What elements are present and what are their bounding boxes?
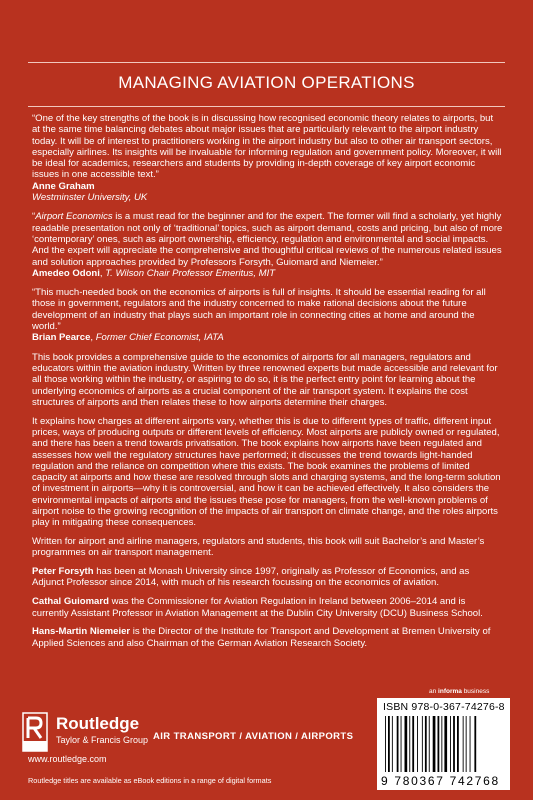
author-bio: [32, 596, 503, 619]
publisher-group: Taylor & Francis Group: [56, 735, 149, 745]
quote-attribution: [32, 181, 503, 204]
publisher-name: Routledge: [56, 714, 140, 733]
author-bio-text: has been at Monash University since 1997, originally as Professor of Economics, and as Adjunct Professor since 2014, with much of his research focussing on the economics of aviation.: [32, 566, 470, 589]
quote-author: Brian Pearce: [32, 332, 91, 344]
quote-text: “One of the key strengths of the book is in discussing how recognised economic theory relates to airports, but at the same time balancing debates about major issues that are particularly relevant to the airport industry today. It will be of interest to practitioners working in the airport industry but also to other air transport sectors, especially airlines. Its insights will be invaluable for informing regulation and government policy. Moreover, it will be ideal for academics, researchers and students by providing in-depth coverage of key airport economic issues in one accessible text.”: [32, 113, 502, 181]
quote-affiliation: Former Chief Economist, IATA: [95, 332, 224, 344]
quote-attribution: Amedeo Odoni, T. Wilson Chair Professor Emeritus, MIT: [32, 267, 276, 279]
informa-suffix: business: [461, 688, 490, 695]
publisher-website[interactable]: www.routledge.com: [28, 754, 107, 764]
quote-open-mark: “: [32, 211, 36, 223]
author-bio-text: was the Commissioner for Aviation Regulation in Ireland between 2006–2014 and is currently Assistant Professor in Aviation Management at the Dublin City University (DCU) Business School.: [32, 596, 483, 619]
author-name: Peter Forsyth: [32, 566, 94, 578]
endorsement-quote: [32, 113, 503, 203]
series-title: MANAGING AVIATION OPERATIONS: [118, 73, 415, 92]
barcode-digits: 9 780367 742768: [381, 774, 500, 788]
series-rule-bottom: [28, 106, 505, 107]
author-name: Cathal Guiomard: [32, 596, 109, 608]
routledge-r-icon: [22, 712, 48, 752]
subject-category: AIR TRANSPORT / AVIATION / AIRPORTS: [153, 731, 354, 742]
ebook-note: Routledge titles are available as eBook editions in a range of digital formats: [28, 776, 272, 785]
isbn-barcode: [377, 698, 510, 790]
book-title-italic: Airport Economics: [35, 211, 113, 223]
quote-affiliation: Westminster University, UK: [32, 192, 148, 204]
author-bio: [32, 566, 503, 589]
back-cover-text: [32, 113, 503, 656]
series-rule-top: [28, 62, 505, 63]
author-bio: [32, 626, 503, 649]
informa-brand: informa: [438, 688, 462, 695]
author-bio-text: is the Director of the Institute for Transport and Development at Bremen University of Applied Sciences and also Chairman of the German Aviation Research Society.: [32, 626, 491, 649]
author-name: Hans-Martin Niemeier: [32, 626, 131, 638]
quote-body: is a must read for the beginner and for the expert. The former will find a scholarly, yet highly readable presentation not only of ‘traditional’ topics, such as airport demand, costs and pricing, but also of more ‘contemporary’ ones, such as airport ownership, efficiency, regulation and environmental and social impacts. And the expert will appreciate the comprehensive and thoughtful critical reviews of the numerous related issues and solution approaches provided by Professors Forsyth, Guiomard and Niemeier.”: [32, 211, 503, 268]
quote-attribution: Brian Pearce, Former Chief Economist, IATA: [32, 332, 224, 344]
isbn-text: ISBN 978-0-367-74276-8: [383, 701, 505, 713]
description-paragraph: Written for airport and airline managers, regulators and students, this book will suit Bachelor’s and Master’s programmes on air transport management.: [32, 536, 485, 559]
informa-prefix: an: [429, 688, 439, 695]
endorsement-quote: [32, 287, 503, 343]
quote-author: Amedeo Odoni: [32, 267, 100, 279]
description-paragraph: It explains how charges at different airports vary, whether this is due to different types of traffic, different input prices, ways of producing outputs or different levels of efficiency. Most airports are publicly owned or regulated, and there has been a trend towards privatisation. The book explains how airports have been regulated and assesses how well the regulatory structures have performed; it discusses the trend towards light-handed regulation and the reliance on competition where this exists. The book examines the problems of limited capacity at airports and how these are resolved through slots and charging systems, and the long-term solution of investment in airports—why it is controversial, and how it can be achieved effectively. It also considers the environmental impacts of airports and the issues these pose for managers, from the well-known problems of airport noise to the growing recognition of the impacts of air transport on climate change, and the roles airports play in mitigating these consequences.: [32, 415, 501, 529]
barcode-bars: [381, 716, 505, 774]
description-paragraph: This book provides a comprehensive guide to the economics of airports for all managers, regulators and educators within the aviation industry. Written by three renowned experts but made accessible and relevant for all those working within the industry, or aspiring to do so, it is the perfect entry point for learning about the underlying economics of airports as a crucial component of the air transport system. It explains the cost structures of airports and then relates these to how airports determine their charges.: [32, 351, 498, 408]
quote-text: “This much-needed book on the economics of airports is full of insights. It should be essential reading for all those in government, regulators and the industry concerned to make rational decisions about the future development of an industry that plays such an important role in connecting cities at home and around the world.”: [32, 287, 486, 333]
quote-text: [32, 211, 503, 267]
quote-author: Anne Graham: [32, 180, 95, 192]
informa-tagline: [429, 688, 489, 695]
endorsement-quote: [32, 211, 503, 279]
quote-affiliation: T. Wilson Chair Professor Emeritus, MIT: [105, 267, 276, 279]
